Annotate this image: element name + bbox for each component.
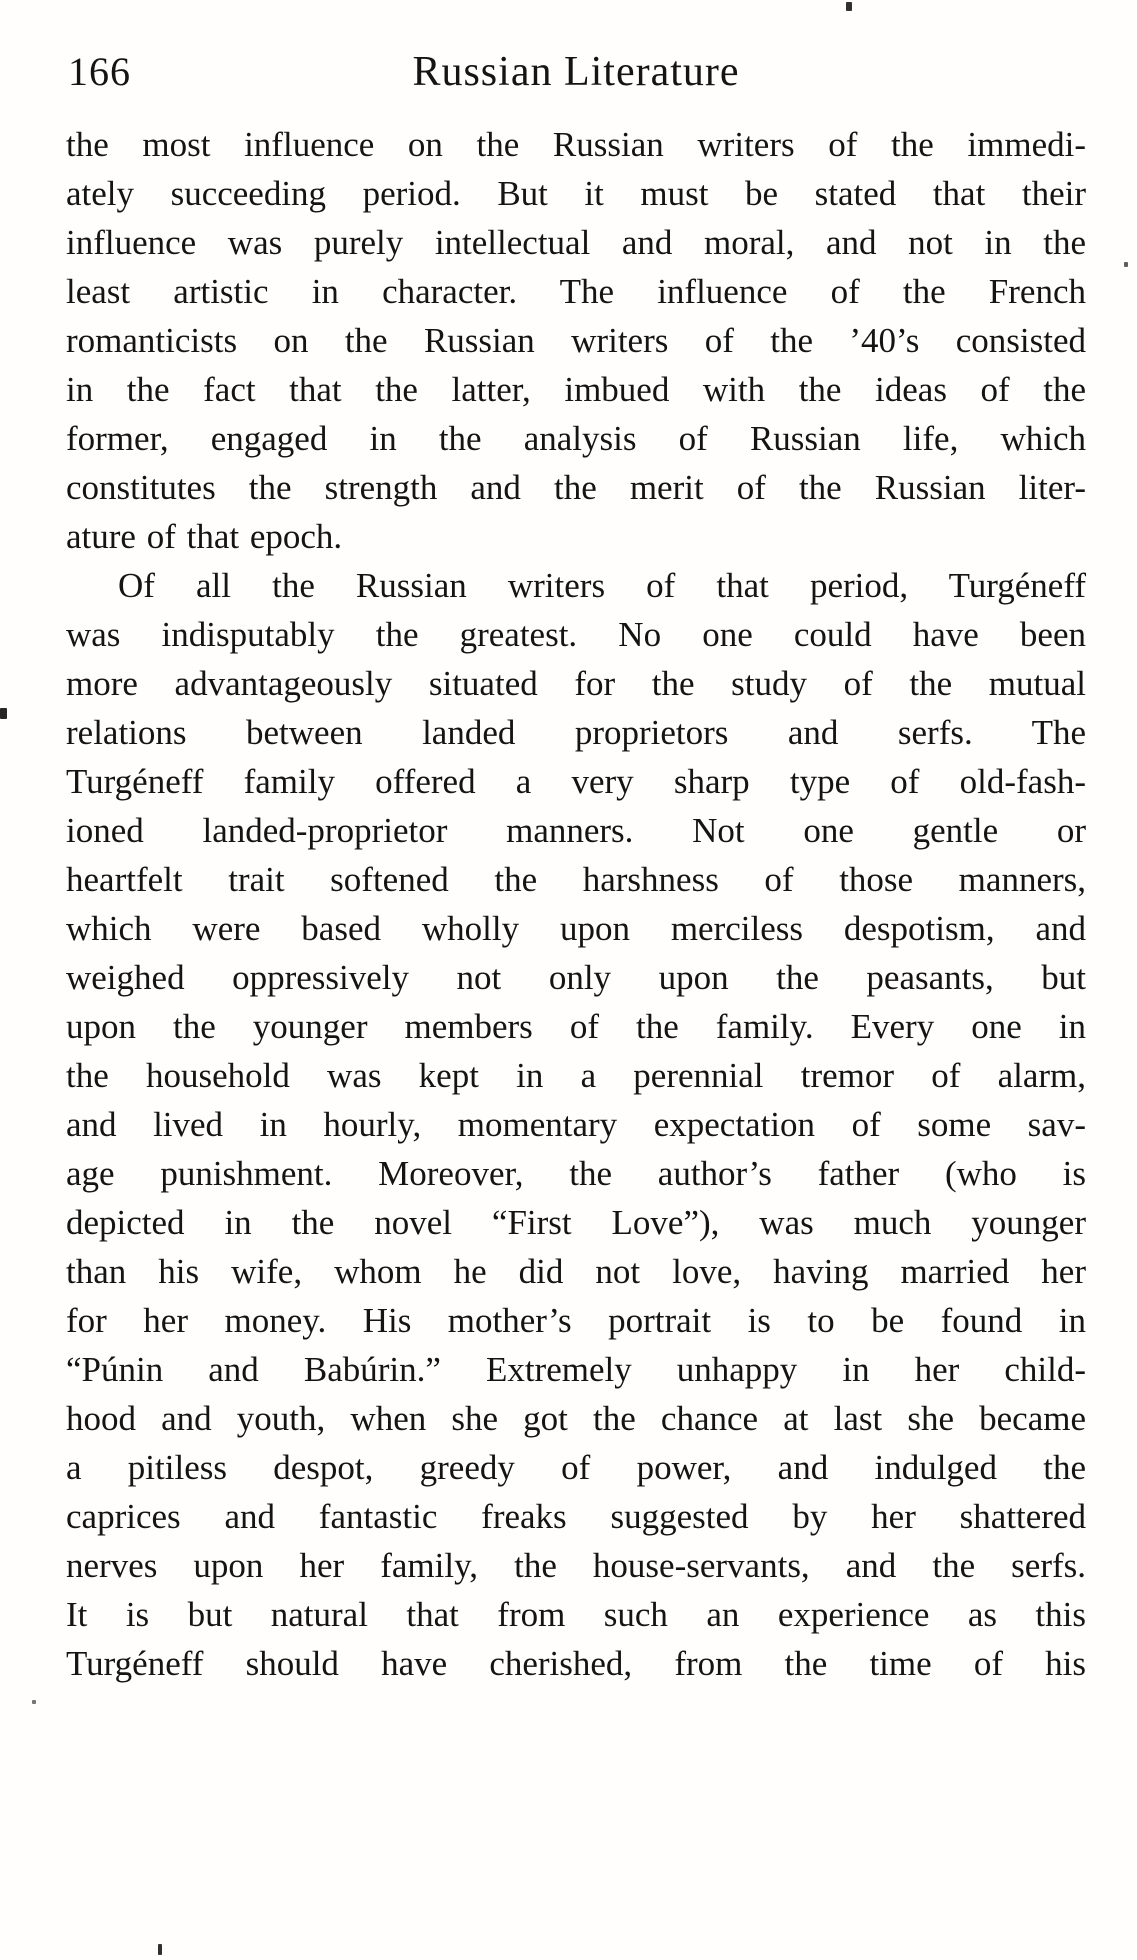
- text-line: least artistic in character. The influence of the French: [66, 272, 1086, 311]
- text-line: was indisputably the greatest. No one could have been: [66, 615, 1086, 654]
- text-line: weighed oppressively not only upon the peasants, but: [66, 958, 1086, 997]
- text-line: relations between landed proprietors and serfs. The: [66, 713, 1086, 752]
- text-line: Turgéneff family offered a very sharp type of old-fash-: [66, 762, 1086, 801]
- text-line: ately succeeding period. But it must be stated that their: [66, 174, 1086, 213]
- text-line: in the fact that the latter, imbued with the ideas of the: [66, 370, 1086, 409]
- text-line: age punishment. Moreover, the author’s father (who is: [66, 1154, 1086, 1193]
- text-line: heartfelt trait softened the harshness of those manners,: [66, 860, 1086, 899]
- text-line: a pitiless despot, greedy of power, and indulged the: [66, 1448, 1086, 1487]
- page-number: 166: [68, 49, 131, 94]
- text-line: which were based wholly upon merciless despotism, and: [66, 909, 1086, 948]
- text-line: depicted in the novel “First Love”), was much younger: [66, 1203, 1086, 1242]
- paragraph: [66, 120, 1086, 561]
- text-line: than his wife, whom he did not love, having married her: [66, 1252, 1086, 1291]
- text-line: Turgéneff should have cherished, from the time of his: [66, 1644, 1086, 1683]
- text-line: former, engaged in the analysis of Russian life, which: [66, 419, 1086, 458]
- text-line: ature of that epoch.: [66, 517, 343, 556]
- text-line: the household was kept in a perennial tremor of alarm,: [66, 1056, 1086, 1095]
- text-line: for her money. His mother’s portrait is to be found in: [66, 1301, 1086, 1340]
- text-line: romanticists on the Russian writers of the ’40’s consisted: [66, 321, 1086, 360]
- text-line: “Púnin and Babúrin.” Extremely unhappy in her child-: [66, 1350, 1086, 1389]
- text-line: the most influence on the Russian writers of the immedi-: [66, 125, 1086, 164]
- text-line: hood and youth, when she got the chance at last she became: [66, 1399, 1086, 1438]
- speck-bottom-apostrophe: [158, 1944, 162, 1955]
- speck-top-comma: [846, 2, 852, 11]
- text-line: influence was purely intellectual and moral, and not in the: [66, 223, 1086, 262]
- speck-right-margin: [1124, 262, 1128, 267]
- paragraph: [66, 561, 1086, 1688]
- dash-left-edge: [0, 708, 7, 719]
- text-line: and lived in hourly, momentary expectation of some sav-: [66, 1105, 1086, 1144]
- dot-left-margin: [32, 1700, 36, 1704]
- text-line: more advantageously situated for the study of the mutual: [66, 664, 1086, 703]
- text-line: nerves upon her family, the house-servants, and the serfs.: [66, 1546, 1086, 1585]
- body-text: [66, 120, 1086, 1688]
- text-line: Of all the Russian writers of that period, Turgéneff: [118, 566, 1086, 605]
- running-title: Russian Literature: [412, 49, 740, 95]
- text-line: ioned landed-proprietor manners. Not one gentle or: [66, 811, 1086, 850]
- text-line: constitutes the strength and the merit of the Russian liter-: [66, 468, 1086, 507]
- text-line: It is but natural that from such an experience as this: [66, 1595, 1086, 1634]
- text-line: upon the younger members of the family. Every one in: [66, 1007, 1086, 1046]
- page-header: [66, 44, 1086, 100]
- text-line: caprices and fantastic freaks suggested by her shattered: [66, 1497, 1086, 1536]
